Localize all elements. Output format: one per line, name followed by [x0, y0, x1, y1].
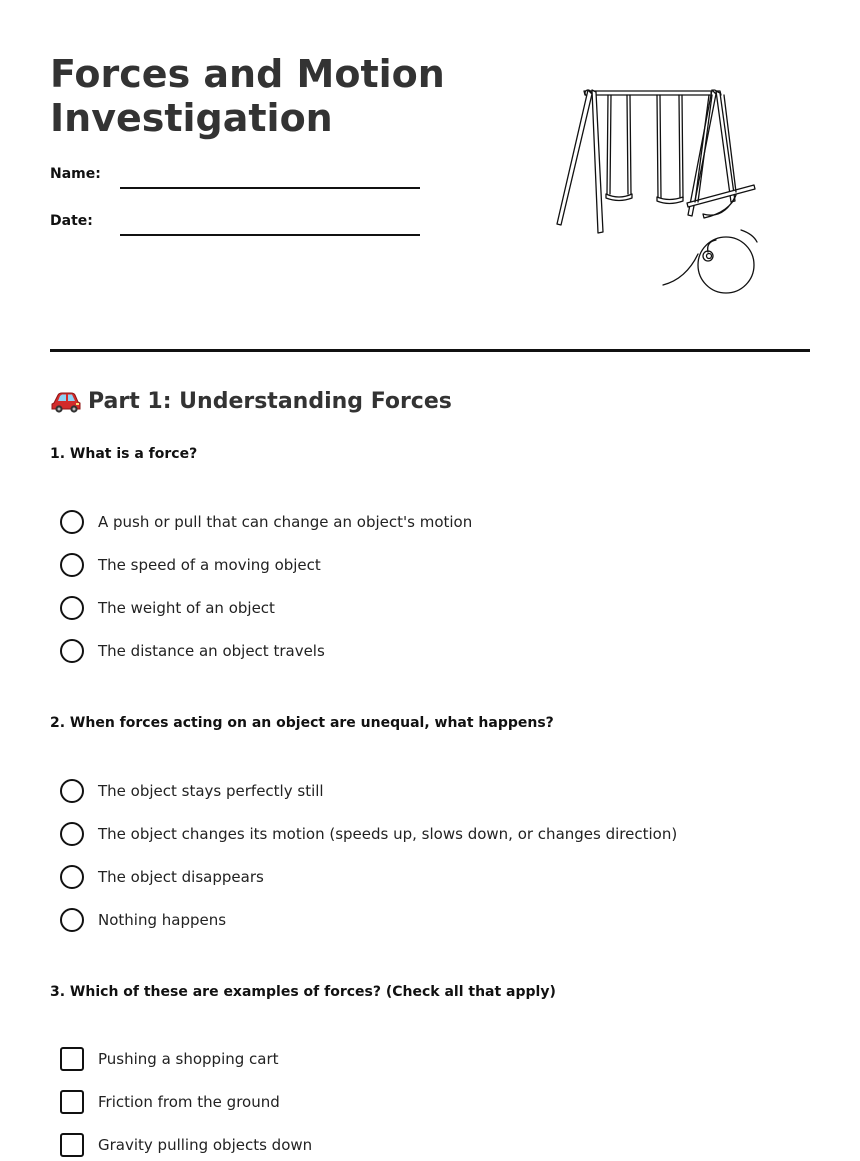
radio-button[interactable] [60, 822, 84, 846]
part-1-heading-text: Part 1: Understanding Forces [88, 388, 452, 414]
option-label: The object stays perfectly still [98, 782, 324, 800]
date-field[interactable] [120, 234, 420, 236]
radio-button[interactable] [60, 639, 84, 663]
option-label: The distance an object travels [98, 642, 325, 660]
option-label: The object changes its motion (speeds up, slows down, or changes direction) [98, 825, 678, 843]
worksheet-title [50, 52, 470, 140]
q2-option-3[interactable] [60, 864, 264, 890]
radio-button[interactable] [60, 553, 84, 577]
title-line-1: Forces and Motion [50, 52, 445, 96]
option-label: The speed of a moving object [98, 556, 321, 574]
checkbox[interactable] [60, 1047, 84, 1071]
q1-option-3[interactable] [60, 595, 275, 621]
name-label: Name: [50, 166, 101, 182]
radio-button[interactable] [60, 596, 84, 620]
option-label: Nothing happens [98, 911, 227, 929]
option-label: Gravity pulling objects down [98, 1136, 313, 1154]
q3-option-3[interactable] [60, 1132, 312, 1158]
question-1-prompt: 1. What is a force? [50, 446, 198, 462]
option-label: Friction from the ground [98, 1093, 280, 1111]
q3-option-1[interactable] [60, 1046, 279, 1072]
car-icon [50, 388, 82, 414]
part-1-heading [50, 388, 452, 414]
q2-option-2[interactable] [60, 821, 677, 847]
radio-button[interactable] [60, 510, 84, 534]
option-label: The object disappears [98, 868, 264, 886]
section-divider [50, 349, 810, 352]
q3-option-2[interactable] [60, 1089, 280, 1115]
option-label: A push or pull that can change an object's motion [98, 513, 473, 531]
checkbox[interactable] [60, 1090, 84, 1114]
radio-button[interactable] [60, 865, 84, 889]
q2-option-1[interactable] [60, 778, 324, 804]
q2-option-4[interactable] [60, 907, 226, 933]
q1-option-2[interactable] [60, 552, 321, 578]
swing-set-icon [548, 82, 760, 300]
radio-button[interactable] [60, 779, 84, 803]
question-2-prompt: 2. When forces acting on an object are unequal, what happens? [50, 715, 554, 731]
date-label: Date: [50, 213, 93, 229]
checkbox[interactable] [60, 1133, 84, 1157]
q1-option-1[interactable] [60, 509, 472, 535]
option-label: Pushing a shopping cart [98, 1050, 279, 1068]
radio-button[interactable] [60, 908, 84, 932]
option-label: The weight of an object [98, 599, 275, 617]
question-3-prompt: 3. Which of these are examples of forces? (Check all that apply) [50, 984, 556, 1000]
title-line-2: Investigation [50, 96, 333, 140]
q1-option-4[interactable] [60, 638, 325, 664]
name-field[interactable] [120, 187, 420, 189]
